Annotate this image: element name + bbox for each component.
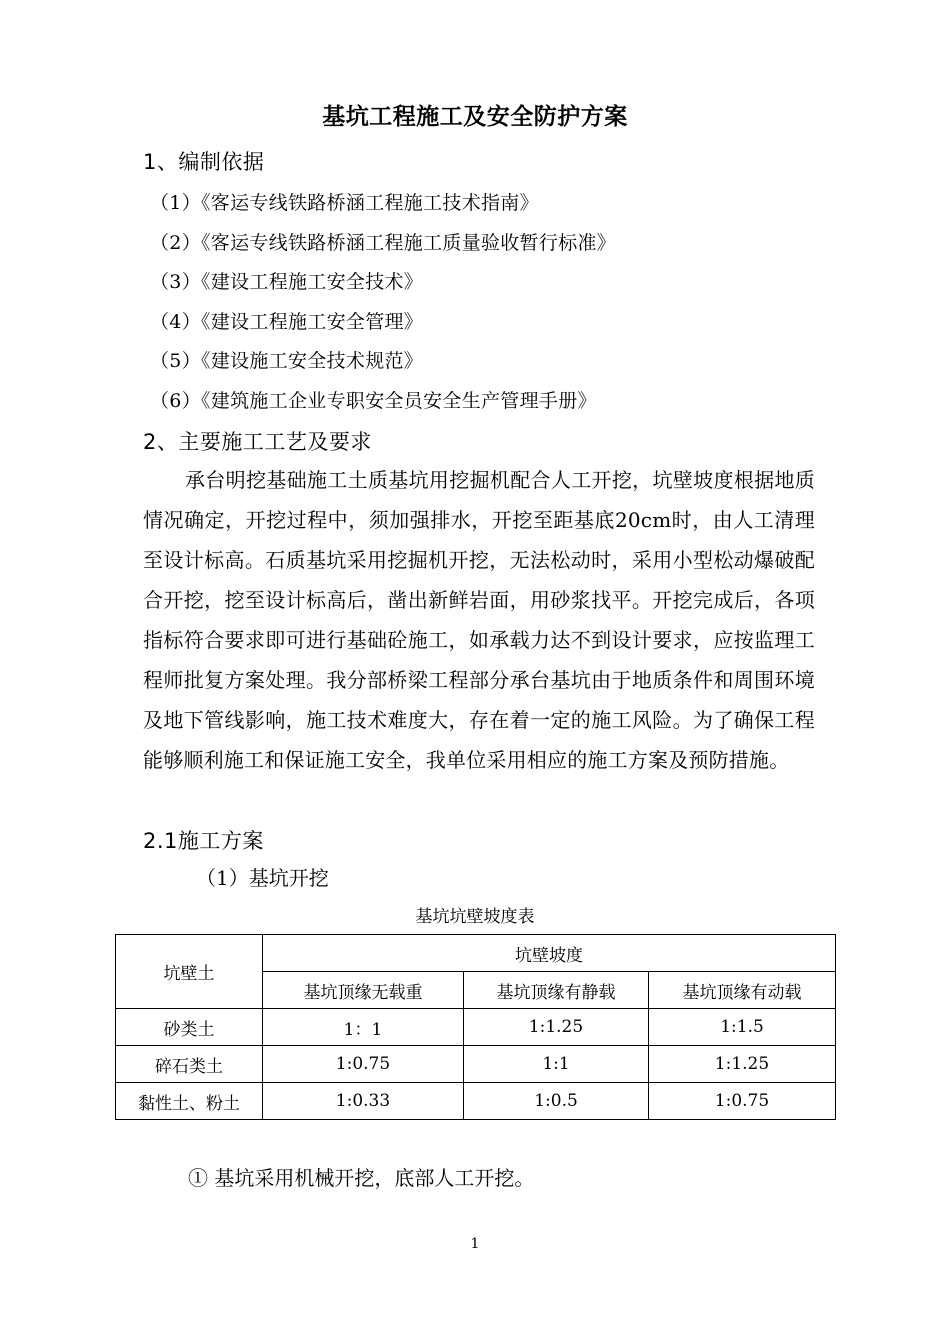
- table-cell: 黏性土、粉土: [116, 1083, 263, 1120]
- table-caption: 基坑坑壁坡度表: [415, 907, 535, 927]
- table-cell: 1:0.75: [649, 1083, 836, 1120]
- section-heading-basis: 1、编制依据: [143, 150, 265, 174]
- process-paragraph: 承台明挖基础施工土质基坑用挖掘机配合人工开挖，坑壁坡度根据地质情况确定，开挖过程中，须加强排水，开挖至距基底20cm时，由人工清理至设计标高。石质基坑采用挖掘机开挖，无法松动时，采用小型松动爆破配合开挖，挖至设计标高后，凿出新鲜岩面，用砂浆找平。开挖完成后，各项指标符合要求即可进行基础砼施工，如承载力达不到设计要求，应按监理工程师批复方案处理。我分部桥梁工程部分承台基坑由于地质条件和周围环境及地下管线影响，施工技术难度大，存在着一定的施工风险。为了确保工程能够顺利施工和保证施工安全，我单位采用相应的施工方案及预防措施。: [143, 468, 815, 772]
- table-cell: 1:1: [464, 1046, 649, 1083]
- reference-item-2: （2）《客运专线铁路桥涵工程施工质量验收暂行标准》: [150, 232, 617, 254]
- document-title: 基坑工程施工及安全防护方案: [322, 104, 628, 130]
- table-row: [116, 1083, 836, 1120]
- header-cell-slope: 坑壁坡度: [263, 935, 836, 972]
- section-heading-plan: 2.1施工方案: [143, 829, 264, 853]
- reference-item-1: （1）《客运专线铁路桥涵工程施工技术指南》: [150, 192, 539, 214]
- table-row: [116, 1046, 836, 1083]
- subheading-excavation: （1）基坑开挖: [196, 866, 329, 890]
- table-header-row: [116, 935, 836, 972]
- excavation-note: ① 基坑采用机械开挖，底部人工开挖。: [188, 1166, 535, 1190]
- table-cell: 1:1.5: [649, 1009, 836, 1046]
- table-cell: 1:1.25: [649, 1046, 836, 1083]
- section-heading-process: 2、主要施工工艺及要求: [143, 430, 372, 454]
- table-cell: 碎石类土: [116, 1046, 263, 1083]
- reference-item-5: （5）《建设施工安全技术规范》: [150, 350, 424, 372]
- slope-table: [115, 934, 836, 1120]
- reference-item-4: （4）《建设工程施工安全管理》: [150, 311, 424, 333]
- page-number: 1: [470, 1236, 480, 1252]
- subheader-cell-dynamic-load: 基坑顶缘有动载: [649, 972, 836, 1009]
- table-cell: 1:0.75: [263, 1046, 464, 1083]
- table-cell: 1:1.25: [464, 1009, 649, 1046]
- subheader-cell-no-load: 基坑顶缘无载重: [263, 972, 464, 1009]
- table-cell: 1：1: [263, 1009, 464, 1046]
- subheader-cell-static-load: 基坑顶缘有静载: [464, 972, 649, 1009]
- table-cell: 1:0.5: [464, 1083, 649, 1120]
- table-row: [116, 1009, 836, 1046]
- reference-item-6: （6）《建筑施工企业专职安全员安全生产管理手册》: [150, 390, 597, 412]
- table-cell: 1:0.33: [263, 1083, 464, 1120]
- table-cell: 砂类土: [116, 1009, 263, 1046]
- header-cell-soil: 坑壁土: [116, 935, 263, 1009]
- reference-item-3: （3）《建设工程施工安全技术》: [150, 271, 424, 293]
